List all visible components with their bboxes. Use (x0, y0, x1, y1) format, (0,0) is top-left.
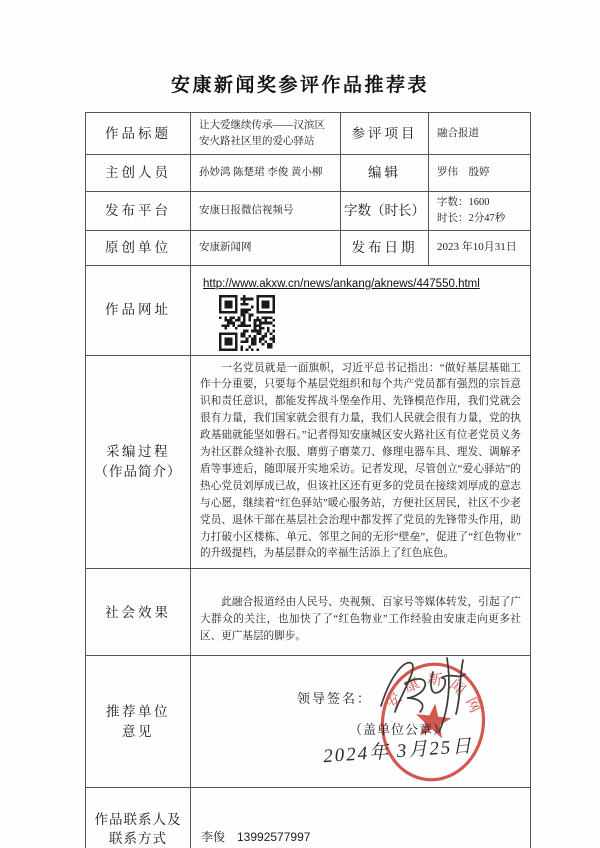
qr-code-icon (219, 295, 275, 351)
recommendation-form-table (85, 112, 531, 848)
work-url-link[interactable]: http://www.akxw.cn/news/ankang/aknews/447550.html (203, 277, 480, 290)
field-value-recommend (191, 656, 531, 788)
table-row (86, 788, 531, 848)
field-label-work-title: 作品标题 (86, 113, 191, 155)
field-label-wordcount: 字数（时长） (341, 192, 429, 231)
field-value-work-url (191, 265, 531, 355)
field-value-contact (191, 788, 531, 848)
contact-name-phone: 李俊 13992577997 (201, 830, 311, 845)
table-row (86, 192, 531, 231)
table-row (86, 113, 531, 155)
official-seal-note: （盖单位公章） (349, 722, 448, 738)
field-label-work-url: 作品网址 (86, 265, 191, 355)
field-label-creators: 主创人员 (86, 155, 191, 192)
field-value-origin-unit: 安康新闻网 (191, 230, 341, 265)
field-value-process (191, 355, 531, 569)
field-value-entry-category: 融合报道 (429, 113, 531, 155)
recommend-label-line1: 推荐单位 (106, 704, 170, 720)
handwritten-date: 2024年 3月25日 (322, 736, 474, 768)
field-label-entry-category: 参评项目 (341, 113, 429, 155)
contact-label-line1: 作品联系人及 (94, 811, 182, 827)
table-row (86, 265, 531, 355)
signature-handwriting (359, 656, 489, 741)
field-value-publish-date: 2023 年10月31日 (429, 230, 531, 265)
field-label-origin-unit: 原创单位 (86, 230, 191, 265)
leader-signature-label: 领导签名： (297, 691, 373, 707)
table-row (86, 656, 531, 788)
field-label-publish-date: 发布日期 (341, 230, 429, 265)
page-title: 安康新闻奖参评作品推荐表 (170, 75, 429, 96)
process-label-line2: （作品简介） (94, 463, 182, 479)
table-row (86, 230, 531, 265)
field-label-contact (86, 788, 191, 848)
field-value-effect (191, 569, 531, 656)
field-value-platform: 安康日报微信视频号 (191, 192, 341, 231)
field-label-effect: 社会效果 (86, 569, 191, 656)
field-value-work-title: 让大爱继续传承——汉滨区安火路社区里的爱心驿站 (191, 113, 341, 155)
duration: 时长：2分47秒 (437, 212, 506, 224)
table-row (86, 355, 531, 569)
field-value-editor: 罗伟 殷婷 (429, 155, 531, 192)
seal-arc-text: 安康新闻网 (383, 672, 486, 722)
process-label-line1: 采编过程 (106, 444, 170, 460)
effect-paragraph: 此融合报道经由人民号、央视频、百家号等媒体转发，引起了广大群众的关注，也加快了了“红色物业”工作经验由安康走向更多社区、更广基层的脚步。 (200, 597, 521, 642)
field-label-recommend (86, 656, 191, 788)
table-row (86, 569, 531, 656)
field-label-editor: 编辑 (341, 155, 429, 192)
word-count: 字数：1600 (437, 197, 490, 208)
field-label-process (86, 355, 191, 569)
contact-label-line2: 联系方式 (109, 831, 167, 847)
field-label-platform: 发布平台 (86, 192, 191, 231)
table-row (86, 155, 531, 192)
field-value-creators: 孙妙鸿 陈楚珺 李俊 黄小柳 (191, 155, 341, 192)
field-value-wordcount (429, 192, 531, 231)
recommend-label-line2: 意见 (122, 723, 154, 739)
process-paragraph: 一名党员就是一面旗帜，习近平总书记指出：“做好基层基础工作十分重要，只要每个基层党组织和每个共产党员都有强烈的宗旨意识和责任意识，都能发挥战斗堡垒作用、先锋模范作用，我们党就会很有力量，我们国家就会很有力量，我们人民就会很有力量，党的执政基础就能坚如磐石。”记者得知安康城区安火路社区有位老党员义务为社区群众缝补衣服、磨剪子磨菜刀、修理电器车具、理发、调解矛盾等事迹后，随即展开实地采访。记者发现，尽管创立“爱心驿站”的热心党员刘厚成已故，但该社区还有更多的党员在接续刘厚成的意志与心愿，继续着“红色驿站”暖心服务站，方便社区居民，社区不少老党员、退休干部在基层社会治理中都发挥了党员的先锋带头作用，助力打破小区楼栋、单元、邻里之间的无形“壁垒”，促进了“红色物业”的升级提档，为基层群众的幸福生活添上了红色底色。 (200, 362, 521, 560)
